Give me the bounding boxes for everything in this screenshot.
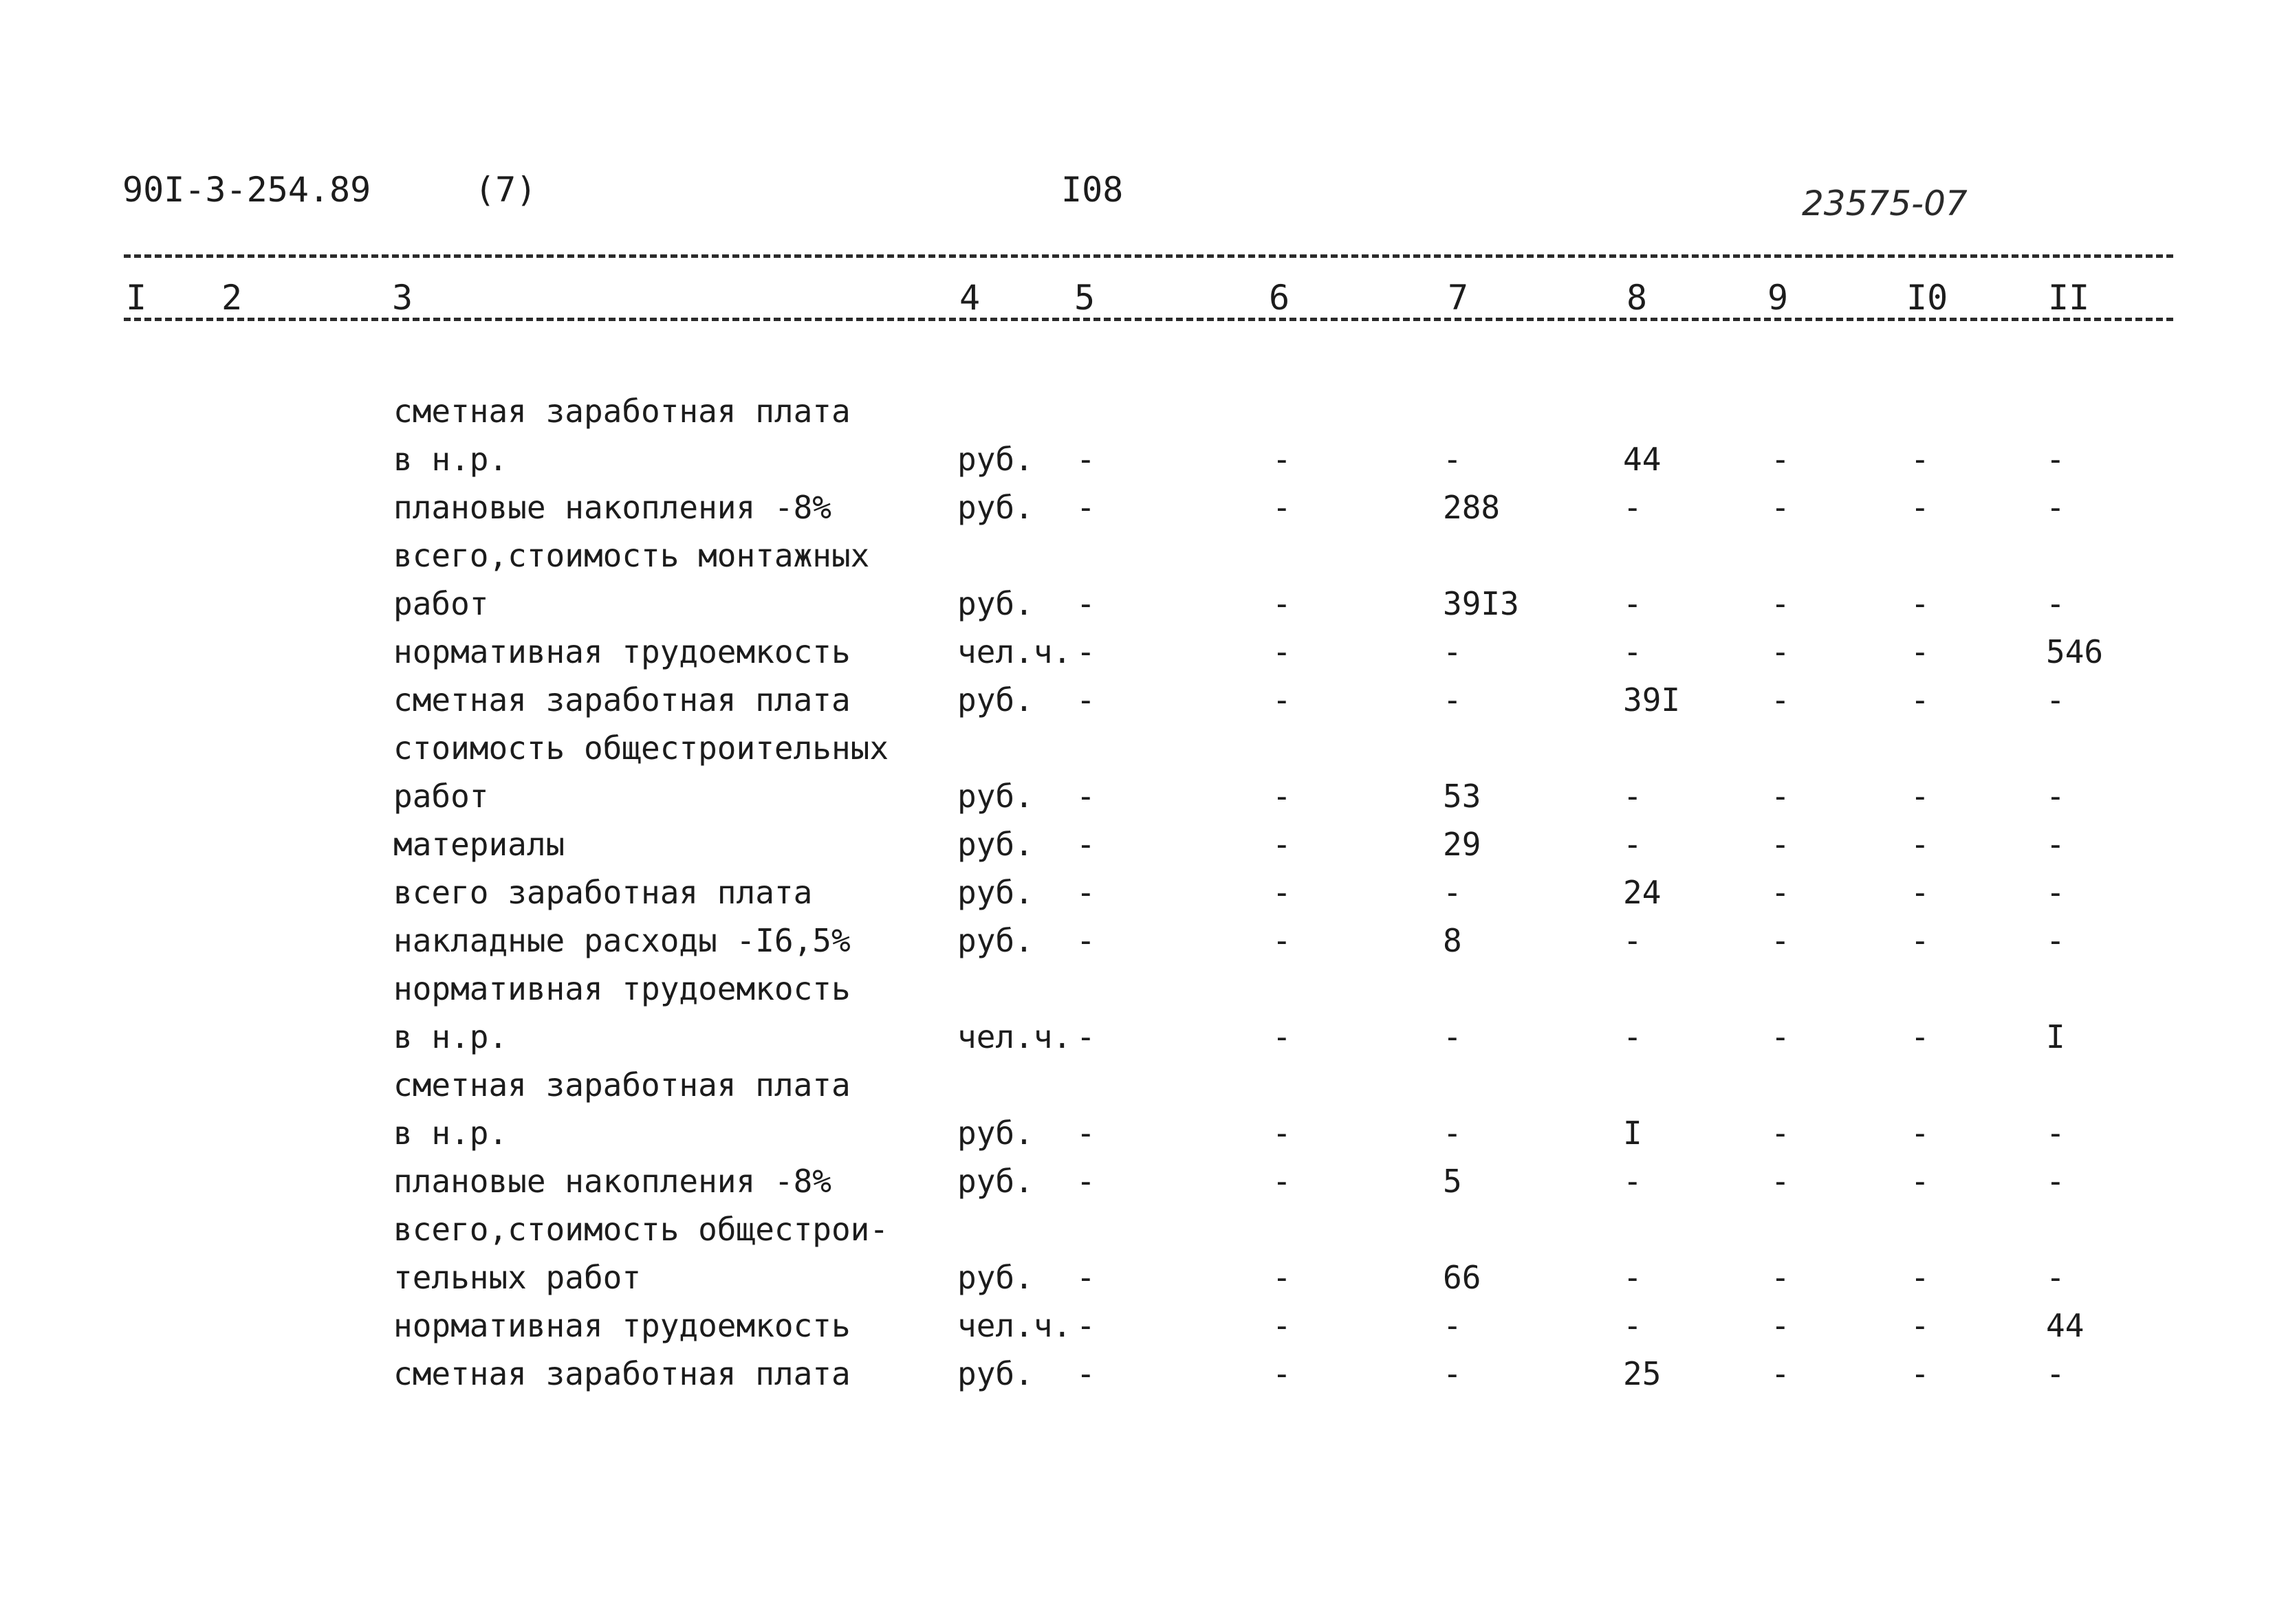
table-cell-col-8: - <box>1623 633 1642 670</box>
table-cell-col-11: - <box>2046 1163 2065 1200</box>
table-cell-col-5: - <box>1076 633 1096 670</box>
table-cell-col-10: - <box>1911 585 1930 622</box>
table-cell-col-11: - <box>2046 826 2065 863</box>
table-row <box>0 1018 2275 1066</box>
table-row <box>0 1306 2275 1354</box>
inventory-number: 23575-07 <box>1802 184 1968 223</box>
table-cell-col-10: - <box>1911 826 1930 863</box>
table-cell-col-5: - <box>1076 874 1096 911</box>
table-cell-col-7: 66 <box>1443 1259 1481 1296</box>
column-number-4: 4 <box>959 278 981 318</box>
table-row <box>0 392 2275 440</box>
table-cell-col-3: стоимость общестроительных <box>393 729 889 767</box>
table-row <box>0 825 2275 873</box>
table-cell-col-3: тельных работ <box>393 1259 642 1296</box>
table-row <box>0 681 2275 729</box>
column-number-3: 3 <box>392 278 413 318</box>
table-cell-col-10: - <box>1911 1163 1930 1200</box>
table-row <box>0 584 2275 633</box>
table-cell-col-9: - <box>1771 1163 1790 1200</box>
table-cell-col-10: - <box>1911 633 1930 670</box>
table-cell-col-4: руб. <box>957 1163 1034 1200</box>
table-cell-col-8: - <box>1623 1018 1642 1055</box>
column-number-7: 7 <box>1448 278 1469 318</box>
table-cell-col-10: - <box>1911 489 1930 526</box>
table-cell-col-7: - <box>1443 633 1462 670</box>
table-cell-col-3: материалы <box>393 826 565 863</box>
table-cell-col-3: плановые накопления -8% <box>393 489 831 526</box>
table-row <box>0 1162 2275 1210</box>
table-row <box>0 440 2275 488</box>
table-cell-col-4: руб. <box>957 681 1034 718</box>
page-number: I08 <box>1061 170 1124 210</box>
table-cell-col-6: - <box>1272 441 1292 478</box>
table-row <box>0 1114 2275 1162</box>
document-code: 90I-3-254.89 <box>122 170 371 210</box>
table-cell-col-3: всего,стоимость монтажных <box>393 537 870 574</box>
table-cell-col-5: - <box>1076 681 1096 718</box>
table-cell-col-11: - <box>2046 1355 2065 1392</box>
table-cell-col-9: - <box>1771 1259 1790 1296</box>
table-cell-col-11: - <box>2046 1259 2065 1296</box>
table-cell-col-10: - <box>1911 778 1930 815</box>
table-cell-col-9: - <box>1771 633 1790 670</box>
column-number-5: 5 <box>1074 278 1096 318</box>
table-cell-col-3: в н.р. <box>393 441 508 478</box>
table-cell-col-3: в н.р. <box>393 1115 508 1152</box>
table-cell-col-4: руб. <box>957 441 1034 478</box>
table-cell-col-3: сметная заработная плата <box>393 681 851 718</box>
table-cell-col-6: - <box>1272 874 1292 911</box>
table-cell-col-8: 44 <box>1623 441 1662 478</box>
table-cell-col-6: - <box>1272 826 1292 863</box>
table-cell-col-9: - <box>1771 778 1790 815</box>
table-cell-col-7: - <box>1443 441 1462 478</box>
table-cell-col-9: - <box>1771 1307 1790 1344</box>
table-cell-col-4: руб. <box>957 778 1034 815</box>
sheet-marker: (7) <box>475 170 537 210</box>
table-cell-col-4: руб. <box>957 489 1034 526</box>
table-cell-col-9: - <box>1771 826 1790 863</box>
table-cell-col-8: - <box>1623 826 1642 863</box>
top-dashed-rule <box>124 254 2173 258</box>
table-cell-col-9: - <box>1771 1355 1790 1392</box>
table-cell-col-8: 39I <box>1623 681 1681 718</box>
table-row <box>0 633 2275 681</box>
table-cell-col-10: - <box>1911 1018 1930 1055</box>
table-cell-col-6: - <box>1272 1355 1292 1392</box>
table-cell-col-10: - <box>1911 441 1930 478</box>
table-cell-col-9: - <box>1771 585 1790 622</box>
table-cell-col-9: - <box>1771 922 1790 959</box>
table-cell-col-8: - <box>1623 585 1642 622</box>
table-cell-col-6: - <box>1272 1115 1292 1152</box>
column-number-2: 2 <box>221 278 243 318</box>
table-row <box>0 1258 2275 1306</box>
table-cell-col-7: - <box>1443 874 1462 911</box>
table-cell-col-3: накладные расходы -I6,5% <box>393 922 851 959</box>
table-row <box>0 729 2275 777</box>
column-number-1: I <box>126 278 147 318</box>
table-cell-col-4: чел.ч. <box>957 1018 1072 1055</box>
table-cell-col-7: - <box>1443 1115 1462 1152</box>
table-cell-col-8: - <box>1623 1163 1642 1200</box>
table-row <box>0 969 2275 1018</box>
table-cell-col-5: - <box>1076 1307 1096 1344</box>
table-cell-col-11: - <box>2046 441 2065 478</box>
table-cell-col-7: - <box>1443 1307 1462 1344</box>
table-cell-col-9: - <box>1771 489 1790 526</box>
table-cell-col-6: - <box>1272 633 1292 670</box>
table-cell-col-3: сметная заработная плата <box>393 1355 851 1392</box>
table-cell-col-10: - <box>1911 1355 1930 1392</box>
table-cell-col-7: - <box>1443 1018 1462 1055</box>
table-cell-col-4: руб. <box>957 1355 1034 1392</box>
table-cell-col-11: I <box>2046 1018 2065 1055</box>
table-cell-col-4: руб. <box>957 922 1034 959</box>
table-cell-col-8: 24 <box>1623 874 1662 911</box>
table-cell-col-4: руб. <box>957 874 1034 911</box>
column-number-10: I0 <box>1906 278 1948 318</box>
table-cell-col-4: руб. <box>957 826 1034 863</box>
table-cell-col-5: - <box>1076 489 1096 526</box>
table-cell-col-5: - <box>1076 1018 1096 1055</box>
table-cell-col-3: сметная заработная плата <box>393 393 851 430</box>
table-cell-col-5: - <box>1076 1163 1096 1200</box>
table-cell-col-3: плановые накопления -8% <box>393 1163 831 1200</box>
table-cell-col-10: - <box>1911 922 1930 959</box>
table-cell-col-6: - <box>1272 585 1292 622</box>
table-cell-col-3: сметная заработная плата <box>393 1066 851 1104</box>
table-cell-col-7: 8 <box>1443 922 1462 959</box>
table-cell-col-3: в н.р. <box>393 1018 508 1055</box>
table-cell-col-8: 25 <box>1623 1355 1662 1392</box>
table-cell-col-8: - <box>1623 1307 1642 1344</box>
table-cell-col-4: чел.ч. <box>957 1307 1072 1344</box>
table-row <box>0 777 2275 825</box>
table-cell-col-8: I <box>1623 1115 1642 1152</box>
table-cell-col-3: всего,стоимость общестрои- <box>393 1211 889 1248</box>
table-cell-col-4: руб. <box>957 585 1034 622</box>
table-cell-col-4: руб. <box>957 1115 1034 1152</box>
table-cell-col-6: - <box>1272 1163 1292 1200</box>
table-row <box>0 1066 2275 1114</box>
table-cell-col-4: чел.ч. <box>957 633 1072 670</box>
table-cell-col-6: - <box>1272 1259 1292 1296</box>
table-cell-col-7: 29 <box>1443 826 1481 863</box>
table-cell-col-3: работ <box>393 778 489 815</box>
table-cell-col-3: нормативная трудоемкость <box>393 970 851 1007</box>
table-cell-col-8: - <box>1623 922 1642 959</box>
table-cell-col-6: - <box>1272 1018 1292 1055</box>
table-cell-col-11: - <box>2046 489 2065 526</box>
table-cell-col-9: - <box>1771 1018 1790 1055</box>
table-cell-col-9: - <box>1771 1115 1790 1152</box>
table-cell-col-9: - <box>1771 874 1790 911</box>
table-row <box>0 488 2275 536</box>
table-cell-col-10: - <box>1911 874 1930 911</box>
table-cell-col-10: - <box>1911 681 1930 718</box>
table-cell-col-9: - <box>1771 681 1790 718</box>
table-cell-col-11: - <box>2046 874 2065 911</box>
table-cell-col-6: - <box>1272 922 1292 959</box>
table-cell-col-10: - <box>1911 1115 1930 1152</box>
table-cell-col-11: - <box>2046 681 2065 718</box>
table-cell-col-5: - <box>1076 585 1096 622</box>
table-row <box>0 921 2275 969</box>
table-cell-col-7: - <box>1443 681 1462 718</box>
table-row <box>0 536 2275 584</box>
table-row <box>0 1354 2275 1403</box>
table-cell-col-6: - <box>1272 681 1292 718</box>
table-cell-col-11: - <box>2046 1115 2065 1152</box>
table-cell-col-7: 288 <box>1443 489 1501 526</box>
column-number-9: 9 <box>1767 278 1789 318</box>
table-cell-col-3: нормативная трудоемкость <box>393 633 851 670</box>
table-cell-col-3: всего заработная плата <box>393 874 813 911</box>
table-cell-col-5: - <box>1076 826 1096 863</box>
table-cell-col-5: - <box>1076 1355 1096 1392</box>
table-cell-col-11: - <box>2046 585 2065 622</box>
table-cell-col-6: - <box>1272 489 1292 526</box>
table-cell-col-4: руб. <box>957 1259 1034 1296</box>
table-cell-col-3: нормативная трудоемкость <box>393 1307 851 1344</box>
table-cell-col-11: - <box>2046 778 2065 815</box>
table-cell-col-3: работ <box>393 585 489 622</box>
table-cell-col-10: - <box>1911 1307 1930 1344</box>
column-number-6: 6 <box>1269 278 1290 318</box>
column-number-11: II <box>2048 278 2090 318</box>
table-cell-col-7: - <box>1443 1355 1462 1392</box>
table-row <box>0 873 2275 921</box>
table-cell-col-7: 39I3 <box>1443 585 1519 622</box>
table-cell-col-5: - <box>1076 778 1096 815</box>
table-cell-col-11: - <box>2046 922 2065 959</box>
table-cell-col-8: - <box>1623 489 1642 526</box>
table-cell-col-6: - <box>1272 1307 1292 1344</box>
column-number-8: 8 <box>1626 278 1648 318</box>
table-cell-col-7: 5 <box>1443 1163 1462 1200</box>
table-cell-col-6: - <box>1272 778 1292 815</box>
table-cell-col-8: - <box>1623 1259 1642 1296</box>
table-cell-col-10: - <box>1911 1259 1930 1296</box>
table-cell-col-5: - <box>1076 441 1096 478</box>
table-cell-col-5: - <box>1076 922 1096 959</box>
table-cell-col-9: - <box>1771 441 1790 478</box>
table-cell-col-5: - <box>1076 1259 1096 1296</box>
bottom-dashed-rule <box>124 318 2173 321</box>
table-cell-col-7: 53 <box>1443 778 1481 815</box>
table-cell-col-11: 546 <box>2046 633 2104 670</box>
table-cell-col-8: - <box>1623 778 1642 815</box>
table-cell-col-11: 44 <box>2046 1307 2084 1344</box>
table-cell-col-5: - <box>1076 1115 1096 1152</box>
table-row <box>0 1210 2275 1258</box>
